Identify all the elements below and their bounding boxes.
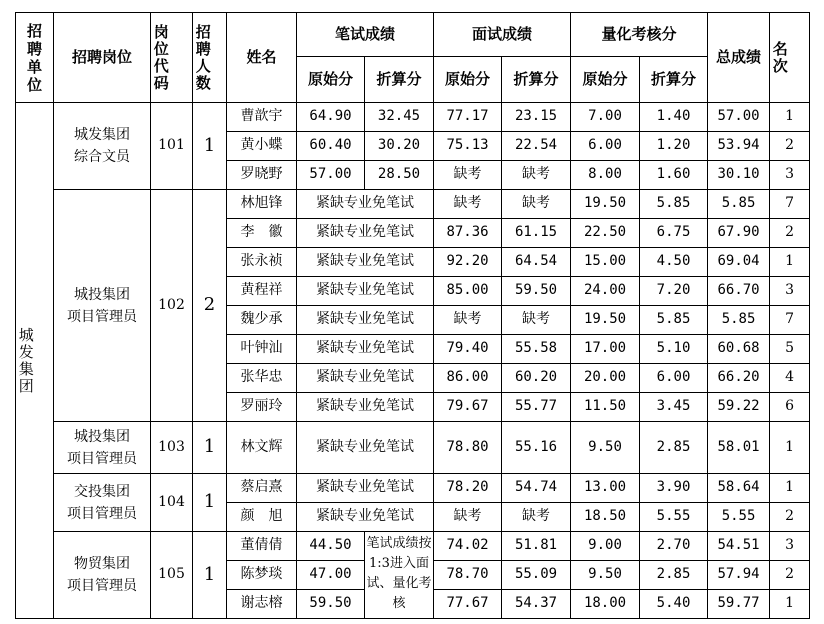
interview-converted: 60.20 [502, 364, 571, 393]
total-score: 54.51 [708, 532, 770, 561]
written-exempt: 紧缺专业免笔试 [297, 364, 434, 393]
position-cell: 交投集团 项目管理员 [54, 474, 151, 532]
position-cell: 城投集团 项目管理员 [54, 422, 151, 474]
assess-raw: 15.00 [571, 248, 640, 277]
header-unit: 招 聘 单 位 [16, 13, 54, 103]
name-cell: 曹歆宇 [227, 103, 297, 132]
assess-raw: 19.50 [571, 190, 640, 219]
quota-cell: 1 [193, 532, 227, 619]
interview-raw: 78.70 [434, 561, 502, 590]
written-note: 笔试成绩按1:3进入面试、量化考核 [365, 532, 434, 619]
unit-cell: 城发集团 [16, 103, 54, 619]
interview-converted: 64.54 [502, 248, 571, 277]
total-score: 58.01 [708, 422, 770, 474]
assess-converted: 1.40 [640, 103, 708, 132]
assess-converted: 3.45 [640, 393, 708, 422]
interview-raw: 78.80 [434, 422, 502, 474]
interview-raw: 缺考 [434, 503, 502, 532]
rank-cell: 2 [770, 219, 810, 248]
rank-cell: 2 [770, 132, 810, 161]
assess-raw: 8.00 [571, 161, 640, 190]
written-exempt: 紧缺专业免笔试 [297, 503, 434, 532]
written-exempt: 紧缺专业免笔试 [297, 306, 434, 335]
interview-raw: 77.67 [434, 590, 502, 619]
code-cell: 103 [151, 422, 193, 474]
rank-cell: 1 [770, 590, 810, 619]
assess-converted: 2.85 [640, 422, 708, 474]
written-exempt: 紧缺专业免笔试 [297, 190, 434, 219]
total-score: 60.68 [708, 335, 770, 364]
assess-raw: 9.50 [571, 561, 640, 590]
interview-raw: 74.02 [434, 532, 502, 561]
written-exempt: 紧缺专业免笔试 [297, 422, 434, 474]
rank-cell: 7 [770, 306, 810, 335]
quota-cell: 2 [193, 190, 227, 422]
interview-raw: 87.36 [434, 219, 502, 248]
total-score: 5.55 [708, 503, 770, 532]
rank-cell: 1 [770, 474, 810, 503]
rank-cell: 7 [770, 190, 810, 219]
assess-raw: 11.50 [571, 393, 640, 422]
assess-converted: 5.10 [640, 335, 708, 364]
interview-raw: 79.40 [434, 335, 502, 364]
code-cell: 102 [151, 190, 193, 422]
rank-cell: 5 [770, 335, 810, 364]
name-cell: 叶钟汕 [227, 335, 297, 364]
total-score: 57.94 [708, 561, 770, 590]
interview-raw: 缺考 [434, 190, 502, 219]
header-assess-raw: 原始分 [571, 57, 640, 103]
header-name: 姓名 [227, 13, 297, 103]
name-cell: 张华忠 [227, 364, 297, 393]
assess-raw: 17.00 [571, 335, 640, 364]
total-score: 53.94 [708, 132, 770, 161]
assess-converted: 5.85 [640, 306, 708, 335]
name-cell: 蔡启熹 [227, 474, 297, 503]
table-row [16, 474, 810, 503]
written-raw: 44.50 [297, 532, 365, 561]
total-score: 69.04 [708, 248, 770, 277]
assess-raw: 6.00 [571, 132, 640, 161]
assess-converted: 2.85 [640, 561, 708, 590]
total-score: 5.85 [708, 306, 770, 335]
written-exempt: 紧缺专业免笔试 [297, 277, 434, 306]
score-table [15, 12, 810, 619]
quota-cell: 1 [193, 474, 227, 532]
header-interview: 面试成绩 [434, 13, 571, 57]
interview-raw: 缺考 [434, 306, 502, 335]
name-cell: 魏少承 [227, 306, 297, 335]
code-cell: 101 [151, 103, 193, 190]
written-exempt: 紧缺专业免笔试 [297, 393, 434, 422]
rank-cell: 1 [770, 103, 810, 132]
written-converted: 28.50 [365, 161, 434, 190]
interview-converted: 55.77 [502, 393, 571, 422]
position-cell: 城发集团 综合文员 [54, 103, 151, 190]
header-written-raw: 原始分 [297, 57, 365, 103]
written-converted: 30.20 [365, 132, 434, 161]
assess-converted: 5.55 [640, 503, 708, 532]
interview-converted: 缺考 [502, 306, 571, 335]
interview-converted: 54.37 [502, 590, 571, 619]
table-row [16, 422, 810, 474]
interview-converted: 55.16 [502, 422, 571, 474]
code-cell: 104 [151, 474, 193, 532]
written-converted: 32.45 [365, 103, 434, 132]
interview-converted: 61.15 [502, 219, 571, 248]
rank-cell: 1 [770, 248, 810, 277]
interview-converted: 缺考 [502, 503, 571, 532]
assess-converted: 7.20 [640, 277, 708, 306]
table-row [16, 532, 810, 561]
assess-converted: 5.85 [640, 190, 708, 219]
interview-converted: 51.81 [502, 532, 571, 561]
table-row [16, 103, 810, 132]
rank-cell: 3 [770, 161, 810, 190]
assess-raw: 9.50 [571, 422, 640, 474]
rank-cell: 1 [770, 422, 810, 474]
written-raw: 64.90 [297, 103, 365, 132]
assess-raw: 22.50 [571, 219, 640, 248]
interview-converted: 59.50 [502, 277, 571, 306]
header-assess-converted: 折算分 [640, 57, 708, 103]
rank-cell: 2 [770, 561, 810, 590]
rank-cell: 2 [770, 503, 810, 532]
total-score: 59.77 [708, 590, 770, 619]
written-exempt: 紧缺专业免笔试 [297, 474, 434, 503]
total-score: 66.70 [708, 277, 770, 306]
written-raw: 59.50 [297, 590, 365, 619]
assess-converted: 4.50 [640, 248, 708, 277]
interview-raw: 77.17 [434, 103, 502, 132]
rank-cell: 3 [770, 532, 810, 561]
name-cell: 陈梦琰 [227, 561, 297, 590]
name-cell: 罗丽玲 [227, 393, 297, 422]
written-exempt: 紧缺专业免笔试 [297, 335, 434, 364]
interview-converted: 缺考 [502, 190, 571, 219]
written-raw: 47.00 [297, 561, 365, 590]
assess-converted: 3.90 [640, 474, 708, 503]
interview-converted: 55.09 [502, 561, 571, 590]
code-cell: 105 [151, 532, 193, 619]
interview-converted: 22.54 [502, 132, 571, 161]
assess-raw: 19.50 [571, 306, 640, 335]
header-interview-converted: 折算分 [502, 57, 571, 103]
total-score: 30.10 [708, 161, 770, 190]
assess-converted: 6.00 [640, 364, 708, 393]
assess-converted: 2.70 [640, 532, 708, 561]
written-raw: 57.00 [297, 161, 365, 190]
header-written: 笔试成绩 [297, 13, 434, 57]
position-cell: 城投集团 项目管理员 [54, 190, 151, 422]
header-written-converted: 折算分 [365, 57, 434, 103]
interview-converted: 55.58 [502, 335, 571, 364]
written-raw: 60.40 [297, 132, 365, 161]
total-score: 5.85 [708, 190, 770, 219]
interview-raw: 缺考 [434, 161, 502, 190]
total-score: 67.90 [708, 219, 770, 248]
table-row [16, 190, 810, 219]
quota-cell: 1 [193, 103, 227, 190]
name-cell: 林旭锋 [227, 190, 297, 219]
name-cell: 林文辉 [227, 422, 297, 474]
header-rank: 名次 [770, 13, 810, 103]
assess-raw: 9.00 [571, 532, 640, 561]
total-score: 57.00 [708, 103, 770, 132]
total-score: 58.64 [708, 474, 770, 503]
interview-converted: 缺考 [502, 161, 571, 190]
interview-raw: 92.20 [434, 248, 502, 277]
header-code: 岗位代码 [151, 13, 193, 103]
interview-raw: 86.00 [434, 364, 502, 393]
position-cell: 物贸集团 项目管理员 [54, 532, 151, 619]
assess-raw: 20.00 [571, 364, 640, 393]
written-exempt: 紧缺专业免笔试 [297, 219, 434, 248]
header-interview-raw: 原始分 [434, 57, 502, 103]
assess-raw: 18.00 [571, 590, 640, 619]
assess-raw: 24.00 [571, 277, 640, 306]
header-assess: 量化考核分 [571, 13, 708, 57]
name-cell: 张永祯 [227, 248, 297, 277]
interview-raw: 79.67 [434, 393, 502, 422]
interview-converted: 54.74 [502, 474, 571, 503]
total-score: 66.20 [708, 364, 770, 393]
interview-converted: 23.15 [502, 103, 571, 132]
interview-raw: 78.20 [434, 474, 502, 503]
assess-converted: 6.75 [640, 219, 708, 248]
name-cell: 罗晓野 [227, 161, 297, 190]
interview-raw: 85.00 [434, 277, 502, 306]
assess-raw: 18.50 [571, 503, 640, 532]
total-score: 59.22 [708, 393, 770, 422]
name-cell: 董倩倩 [227, 532, 297, 561]
header-total: 总成绩 [708, 13, 770, 103]
name-cell: 谢志榕 [227, 590, 297, 619]
name-cell: 黄程祥 [227, 277, 297, 306]
name-cell: 李 徽 [227, 219, 297, 248]
rank-cell: 3 [770, 277, 810, 306]
assess-raw: 13.00 [571, 474, 640, 503]
rank-cell: 4 [770, 364, 810, 393]
assess-converted: 1.20 [640, 132, 708, 161]
assess-converted: 5.40 [640, 590, 708, 619]
name-cell: 颜 旭 [227, 503, 297, 532]
assess-raw: 7.00 [571, 103, 640, 132]
header-position: 招聘岗位 [54, 13, 151, 103]
rank-cell: 6 [770, 393, 810, 422]
interview-raw: 75.13 [434, 132, 502, 161]
quota-cell: 1 [193, 422, 227, 474]
assess-converted: 1.60 [640, 161, 708, 190]
name-cell: 黄小蝶 [227, 132, 297, 161]
written-exempt: 紧缺专业免笔试 [297, 248, 434, 277]
header-quota: 招聘人数 [193, 13, 227, 103]
